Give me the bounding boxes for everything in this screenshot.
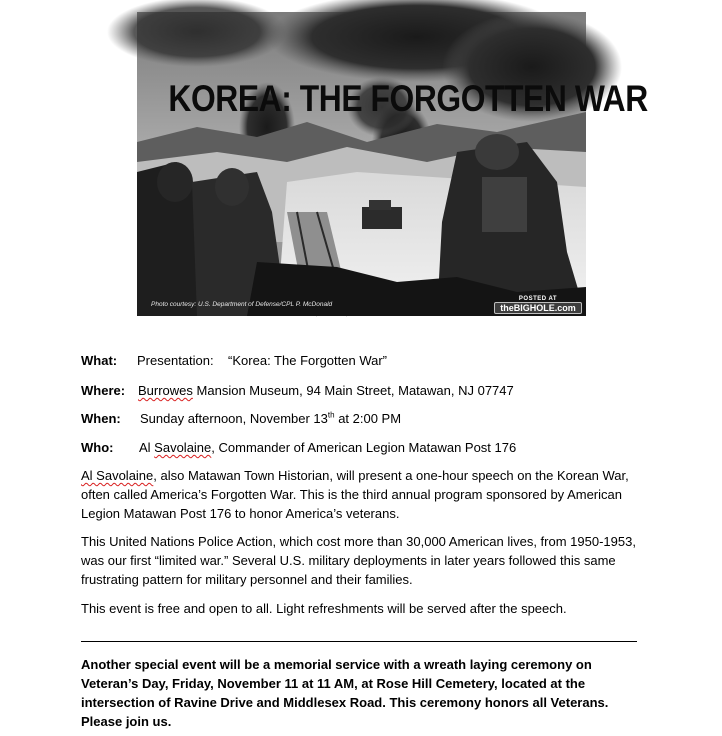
intro-spellcheck-word: Al Savolaine bbox=[81, 468, 154, 483]
when-time: at 2:00 PM bbox=[334, 411, 402, 426]
who-label: Who: bbox=[81, 440, 114, 455]
where-label: Where: bbox=[81, 383, 126, 398]
when-value bbox=[140, 411, 401, 427]
separator-line bbox=[81, 641, 637, 642]
free-event-paragraph bbox=[81, 599, 641, 618]
intro-paragraph bbox=[81, 466, 641, 523]
when-date: Sunday afternoon, November 13 bbox=[140, 411, 328, 426]
photo-credit: Photo courtesy: U.S. Department of Defense/CPL P. McDonald bbox=[151, 301, 333, 308]
who-title: , Commander of American Legion Matawan Post 176 bbox=[211, 440, 517, 455]
special-event-paragraph: Another special event will be a memorial service with a wreath laying ceremony on Veteran’s Day, Friday, November 11 at 11 AM, at Rose Hill Cemetery, located at the intersection of Ravine Drive and Middlesex Road. This ceremony honors all Veterans. Please join us. bbox=[81, 657, 609, 729]
who-value bbox=[139, 440, 516, 456]
free-event-text: This event is free and open to all. Light refreshments will be served after the speech. bbox=[81, 601, 567, 616]
posted-at-label: POSTED AT bbox=[518, 296, 558, 302]
source-watermark bbox=[494, 296, 582, 314]
history-paragraph bbox=[81, 532, 641, 589]
history-text: This United Nations Police Action, which cost more than 30,000 American lives, from 1950-1953, was our first “limited war.” Several U.S. military deployments in later years followed this same frustrating pattern for military personnel and their families. bbox=[81, 534, 636, 587]
intro-text: , also Matawan Town Historian, will present a one-hour speech on the Korean War, often called America’s Forgotten War. This is the third annual program sponsored by American Legion Matawan Post 176 to honor America’s veterans. bbox=[81, 468, 629, 521]
where-address: Mansion Museum, 94 Main Street, Matawan, NJ 07747 bbox=[192, 383, 514, 398]
brand-label: theBIGHOLE.com bbox=[494, 302, 582, 314]
where-spellcheck-word: Burrowes bbox=[138, 383, 193, 398]
poster-title: KOREA: THE FORGOTTEN WAR bbox=[168, 78, 648, 119]
when-label: When: bbox=[81, 411, 121, 426]
war-photo-illustration bbox=[137, 12, 648, 316]
poster-photo bbox=[137, 12, 648, 316]
who-spellcheck-word: Savolaine bbox=[154, 440, 212, 455]
when-ordinal: th bbox=[327, 410, 335, 420]
what-label: What: bbox=[81, 353, 118, 368]
what-value: Presentation: “Korea: The Forgotten War” bbox=[137, 353, 388, 368]
who-prefix: Al bbox=[139, 440, 155, 455]
where-value bbox=[138, 383, 514, 399]
